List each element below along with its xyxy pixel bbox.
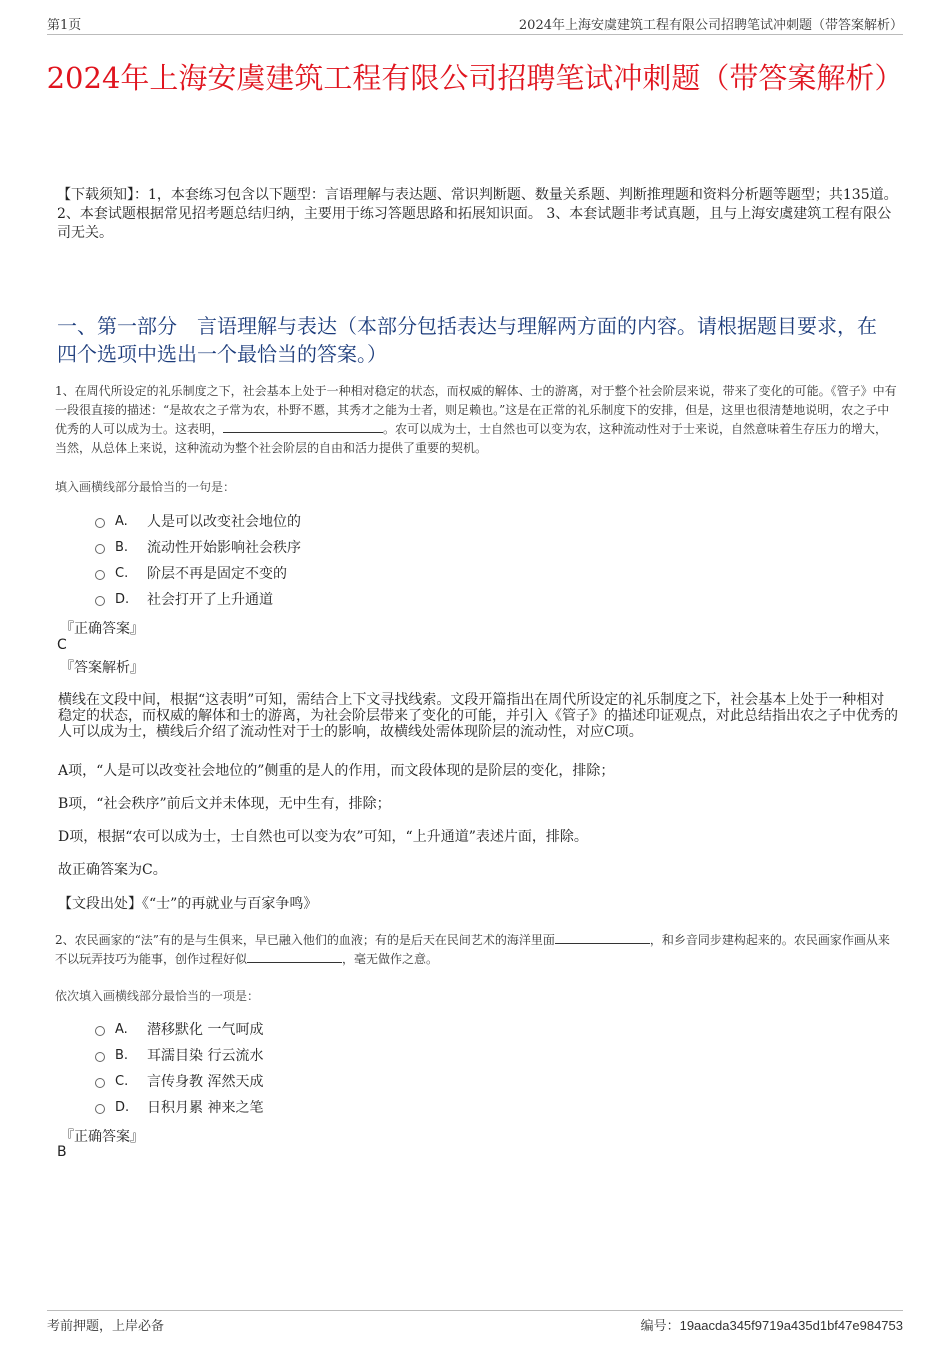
answer-label: 『正确答案』 [60, 1129, 144, 1145]
document-title: 2024年上海安虞建筑工程有限公司招聘笔试冲刺题（带答案解析） [46, 61, 904, 96]
option-text: 流动性开始影响社会秩序 [147, 540, 301, 556]
option-letter: D. [115, 1099, 130, 1115]
footer-slogan: 考前押题，上岸必备 [47, 1319, 165, 1334]
analysis-option-a: A项，“人是可以改变社会地位的”侧重的是人的作用，而文段体现的是阶层的变化，排除； [58, 763, 615, 779]
radio-icon[interactable] [95, 544, 105, 554]
radio-icon[interactable] [95, 1104, 105, 1114]
question-1-text-before: 1、在周代所设定的礼乐制度之下，社会基本上处于一种相对稳定的状态，而权威的解体、士的游离，对于整个社会阶层来说，带来了变化的可能。《管子》中有一段很直接的描述：“是故农之子常为农，朴野不慝，其秀才之能为士者，则足赖也。”这是在正常的礼乐制度下的安排，但是，这里也很清楚地说明，农之子中优秀的人可以成为士。这表明， [55, 384, 897, 436]
analysis-paragraph: 横线在文段中间，根据“这表明”可知，需结合上下文寻找线索。文段开篇指出在周代所设定的礼乐制度之下，社会基本上处于一种相对稳定的状态，而权威的解体和士的游离，为社会阶层带来了变化的可能，并引入《管子》的描述印证观点，对此总结指出农之子中优秀的人可以成为士，横线后介绍了流动性对于士的影响，故横线处需体现阶层的流动性，对应C项。 [58, 692, 898, 740]
option-text: 人是可以改变社会地位的 [147, 514, 301, 530]
option-a[interactable] [95, 508, 301, 534]
option-a[interactable] [95, 1016, 263, 1042]
question-2-prompt: 依次填入画横线部分最恰当的一项是： [55, 989, 260, 1003]
page-number: 第1页 [47, 18, 82, 33]
option-d[interactable] [95, 586, 301, 612]
question-2-text [55, 931, 898, 969]
option-text: 社会打开了上升通道 [147, 592, 273, 608]
option-text: 耳濡目染 行云流水 [147, 1048, 264, 1064]
answer-label: 『正确答案』 [60, 621, 144, 637]
option-text: 日积月累 神来之笔 [147, 1100, 264, 1116]
section-heading: 一、第一部分 言语理解与表达（本部分包括表达与理解两方面的内容。请根据题目要求，在四个选项中选出一个最恰当的答案。） [57, 314, 877, 366]
option-d[interactable] [95, 1094, 263, 1120]
question-2-text-b: ，和乡音同步建构起来的。农民画家作画从来不以玩弄技巧为能事，创作过程好似 [55, 933, 890, 966]
code-label: 编号： [640, 1319, 680, 1334]
option-letter: C. [115, 1073, 129, 1089]
radio-icon[interactable] [95, 518, 105, 528]
analysis-conclusion: 故正确答案为C。 [58, 862, 167, 878]
question-1-text-after: 。农可以成为士，士自然也可以变为农，这种流动性对于士来说，自然意味着生存压力的增大，当然，从总体上来说，这种流动为整个社会阶层的自由和活力提供了重要的契机。 [55, 422, 888, 455]
fill-blank [223, 420, 383, 433]
correct-answer: B [57, 1144, 67, 1160]
question-1-options [95, 508, 301, 612]
radio-icon[interactable] [95, 1026, 105, 1036]
page-header [47, 12, 903, 35]
option-c[interactable] [95, 1068, 263, 1094]
fill-blank [247, 950, 342, 963]
option-letter: A. [115, 1021, 128, 1037]
correct-answer: C [57, 637, 67, 653]
passage-source: 【文段出处】《“士”的再就业与百家争鸣》 [58, 896, 318, 912]
radio-icon[interactable] [95, 1052, 105, 1062]
option-b[interactable] [95, 534, 301, 560]
analysis-option-b: B项，“社会秩序”前后文并未体现，无中生有，排除； [58, 796, 391, 812]
download-notice: 【下载须知】：1，本套练习包含以下题型：言语理解与表达题、常识判断题、数量关系题、判断推理题和资料分析题等题型；共135道。 2、本套试题根据常见招考题总结归纳，主要用于练习答题思路和拓展知识面。 3、本套试题非考试真题，且与上海安虞建筑工程有限公司无关。 [57, 187, 898, 241]
option-letter: A. [115, 513, 128, 529]
option-letter: B. [115, 539, 129, 555]
option-text: 言传身教 浑然天成 [147, 1074, 264, 1090]
option-letter: B. [115, 1047, 129, 1063]
code-value: 19aacda345f9719a435d1bf47e984753 [679, 1318, 903, 1333]
header-doc-title: 2024年上海安虞建筑工程有限公司招聘笔试冲刺题（带答案解析） [518, 18, 903, 33]
question-2-text-a: 2、农民画家的“法”有的是与生俱来，早已融入他们的血液；有的是后天在民间艺术的海洋里面 [55, 933, 555, 947]
radio-icon[interactable] [95, 570, 105, 580]
document-code [641, 1315, 903, 1334]
radio-icon[interactable] [95, 1078, 105, 1088]
radio-icon[interactable] [95, 596, 105, 606]
option-letter: C. [115, 565, 129, 581]
analysis-option-d: D项，根据“农可以成为士，士自然也可以变为农”可知，“上升通道”表述片面，排除。 [58, 829, 588, 845]
analysis-label: 『答案解析』 [60, 660, 144, 676]
option-b[interactable] [95, 1042, 263, 1068]
question-2-options [95, 1016, 263, 1120]
option-letter: D. [115, 591, 130, 607]
question-1-prompt: 填入画横线部分最恰当的一句是： [55, 480, 236, 494]
option-text: 阶层不再是固定不变的 [147, 566, 287, 582]
page-footer [47, 1310, 903, 1333]
question-1-text [55, 382, 898, 458]
fill-blank [555, 931, 650, 944]
question-2-text-c: ，毫无做作之意。 [342, 952, 439, 966]
option-c[interactable] [95, 560, 301, 586]
option-text: 潜移默化 一气呵成 [147, 1022, 264, 1038]
